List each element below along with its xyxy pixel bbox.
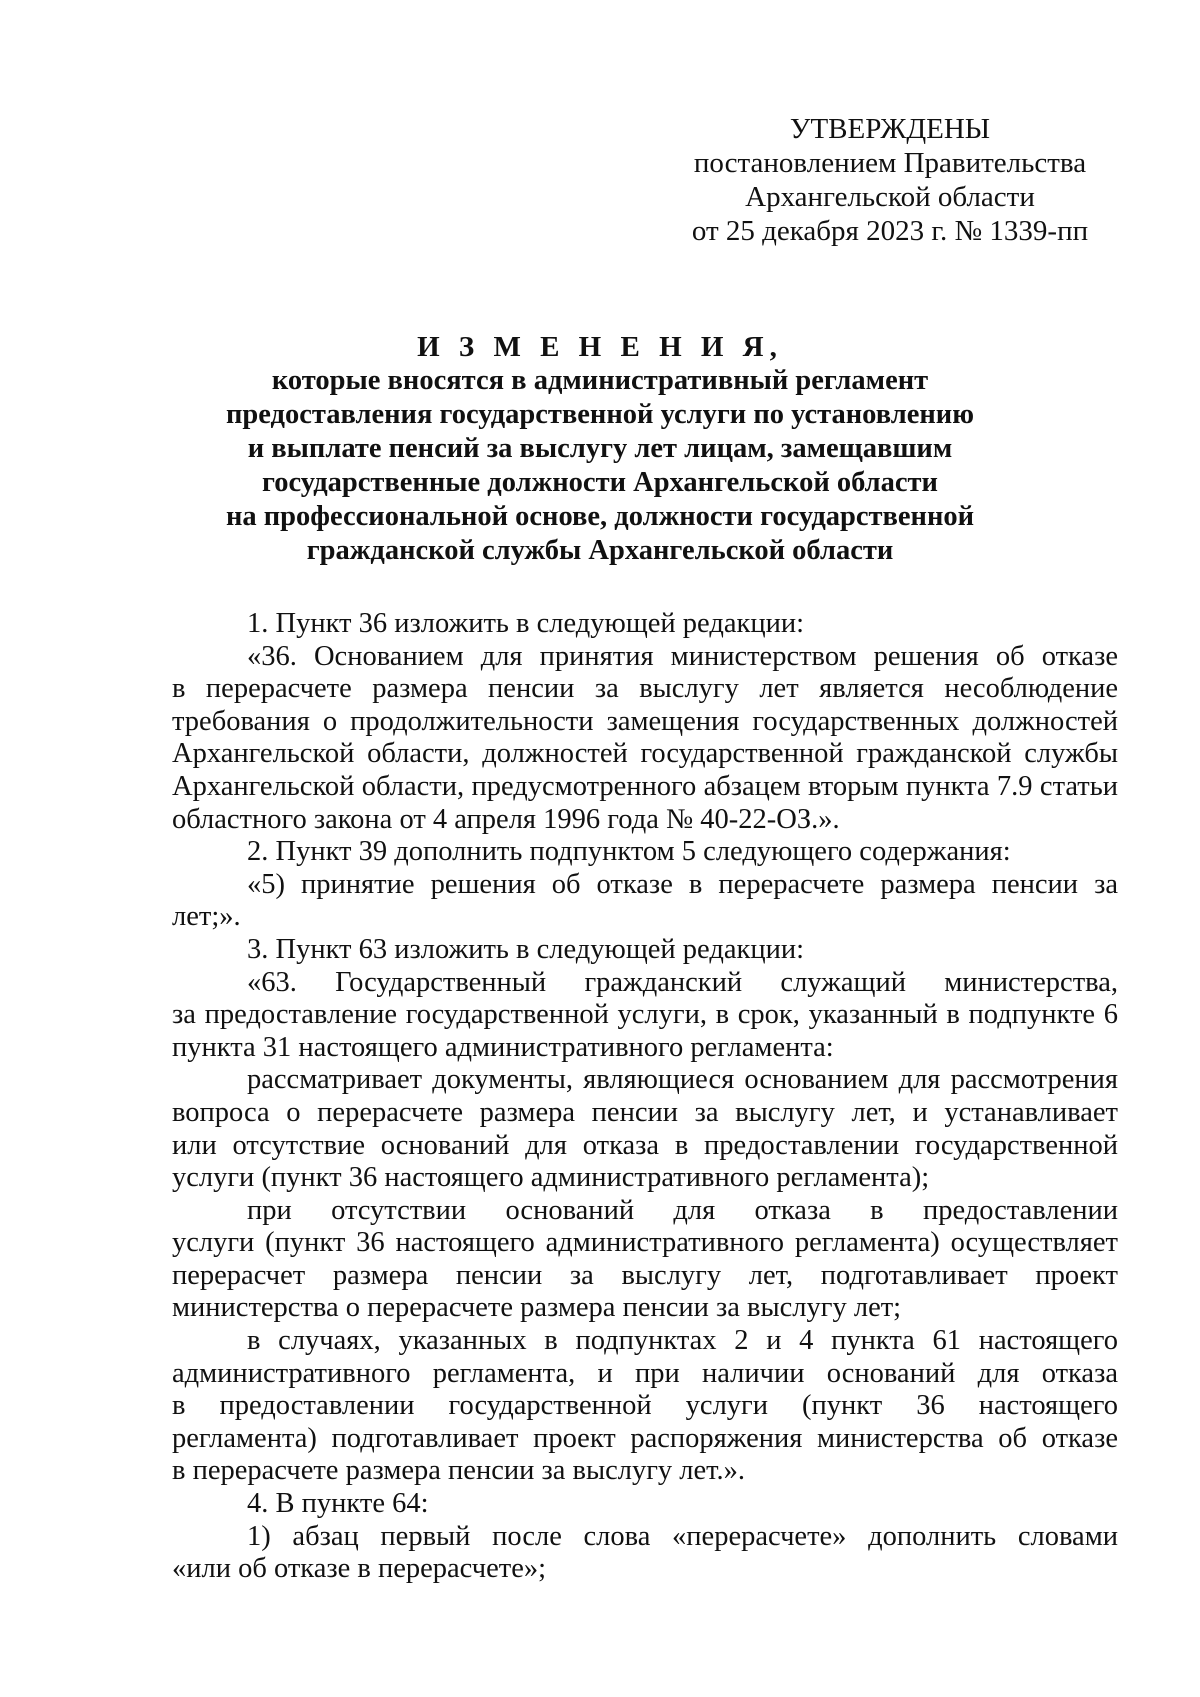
approval-heading: УТВЕРЖДЕНЫ (789, 113, 991, 145)
text-line: «или об отказе в перерасчете»; (172, 1553, 547, 1585)
text-line: в перерасчете размера пенсии за выслугу лет.». (172, 1455, 745, 1487)
text-line: «63. Государственный гражданский служащий министерства, (247, 966, 1118, 998)
text-line: требования о продолжительности замещения государственных должностей (172, 705, 1118, 737)
text-line: областного закона от 4 апреля 1996 года № 40-22-ОЗ.». (172, 803, 840, 835)
text-line: услуги (пункт 36 настоящего административного регламента); (172, 1162, 930, 1194)
text-line: или отсутствие оснований для отказа в предоставлении государственной (172, 1129, 1118, 1161)
text-line: регламента) подготавливает проект распоряжения министерства об отказе (172, 1422, 1118, 1454)
document-body (172, 608, 1118, 1586)
approval-date: от 25 декабря 2023 г. № 1339-пп (691, 215, 1089, 247)
text-line: в случаях, указанных в подпунктах 2 и 4 пункта 61 настоящего (247, 1325, 1118, 1357)
approval-line: Архангельской области (745, 181, 1035, 213)
paragraph-item-1: 1. Пункт 36 изложить в следующей редакции: (247, 608, 804, 639)
text-line: перерасчет размера пенсии за выслугу лет, подготавливает проект (172, 1259, 1118, 1291)
text-line: административного регламента, и при наличии оснований для отказа (172, 1357, 1118, 1389)
text-line: «36. Основанием для принятия министерством решения об отказе (247, 640, 1118, 672)
title-line: которые вносятся в административный регламент (271, 365, 929, 396)
approval-line: постановлением Правительства (693, 147, 1087, 179)
approval-block (690, 112, 1090, 248)
title-line: на профессиональной основе, должности государственной (225, 501, 975, 532)
text-line: «5) принятие решения об отказе в перерасчете размера пенсии за (247, 868, 1118, 900)
title-line: предоставления государственной услуги по установлению (226, 399, 974, 430)
paragraph-item-4: 4. В пункте 64: (247, 1488, 429, 1520)
text-line: пункта 31 настоящего административного регламента: (172, 1031, 834, 1063)
text-line: в перерасчете размера пенсии за выслугу лет является несоблюдение (172, 673, 1118, 705)
text-line: вопроса о перерасчете размера пенсии за выслугу лет, и устанавливает (172, 1096, 1118, 1128)
title-heading: И З М Е Н Е Н И Я, (417, 331, 783, 363)
text-line: 1) абзац первый после слова «перерасчете» дополнить словами (247, 1520, 1118, 1552)
text-line: лет;». (172, 901, 241, 933)
paragraph-item-3: 3. Пункт 63 изложить в следующей редакции: (247, 933, 804, 965)
document-title (170, 330, 1030, 568)
text-line: при отсутствии оснований для отказа в предоставлении (247, 1194, 1118, 1226)
text-line: за предоставление государственной услуги, в срок, указанный в подпункте 6 (172, 999, 1118, 1031)
title-line: государственные должности Архангельской области (262, 467, 938, 498)
title-line: и выплате пенсий за выслугу лет лицам, замещавшим (247, 433, 953, 464)
text-line: министерства о перерасчете размера пенсии за выслугу лет; (172, 1292, 902, 1324)
text-line: рассматривает документы, являющиеся основанием для рассмотрения (247, 1064, 1118, 1096)
paragraph-item-2: 2. Пункт 39 дополнить подпунктом 5 следующего содержания: (247, 836, 1011, 868)
text-line: Архангельской области, предусмотренного абзацем вторым пункта 7.9 статьи (172, 770, 1118, 802)
text-line: Архангельской области, должностей государственной гражданской службы (172, 738, 1118, 770)
text-line: услуги (пункт 36 настоящего административного регламента) осуществляет (172, 1227, 1118, 1259)
text-line: в предоставлении государственной услуги (пункт 36 настоящего (172, 1390, 1118, 1422)
title-line: гражданской службы Архангельской области (306, 535, 894, 566)
